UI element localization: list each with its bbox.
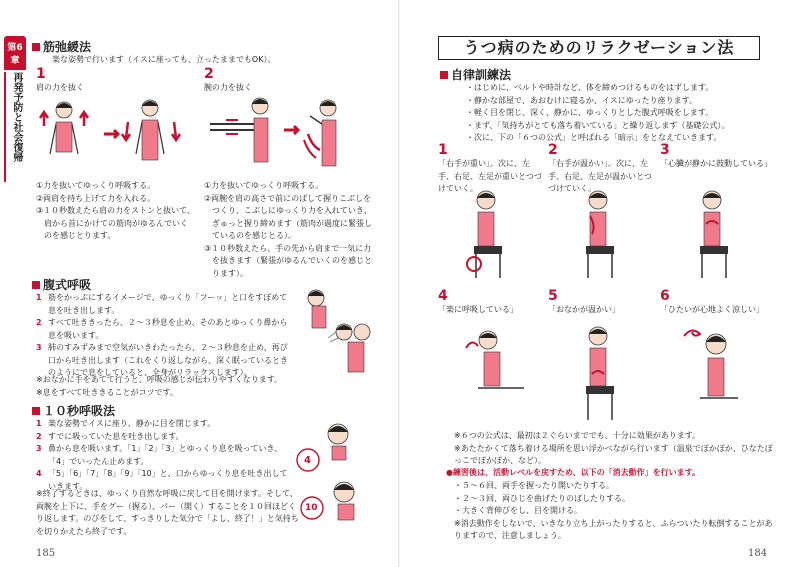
- formula-number: 2: [548, 142, 558, 158]
- text-line: ②両肩を持ち上げて力を入れる。: [36, 193, 156, 203]
- text-line: を抜きます（緊張がゆるんでいくのを感じと: [204, 256, 372, 265]
- abdominal-list: [36, 292, 294, 380]
- text-line: 肩から首にかけての筋肉がゆるんでいく: [36, 218, 188, 228]
- list-item: 3 鼻から息を吸います。「1」「2」「3」とゆっくり息を吸っていき、「4」でいったん止めます。: [36, 444, 283, 466]
- note-line: ※６つの公式は、最初は２ぐらいまででも、十分に効果があります。: [454, 431, 701, 440]
- person-figure: [336, 324, 370, 372]
- formula-text: 「心臓が静かに鼓動している」: [660, 159, 772, 168]
- abdominal-heading: [32, 276, 91, 293]
- bullet-line: ・軽く目を閉じ、深く、静かに、ゆっくりとした腹式呼吸をします。: [466, 108, 714, 117]
- bullet-line: ・はじめに、ベルトや時計など、体を締めつけるものをはずします。: [466, 83, 714, 92]
- bullet-line: ・静かな部屋で、あおむけに寝るか、イスにゆったり座ります。: [466, 95, 698, 105]
- list-item: 3 肺のすみずみまで空気がいきわたったら、２～３秒息を止め、再び口から吐き出します（これをくり返しながら、深く眠っているときのようにで息をしていると、全身がリラックスします）。: [36, 343, 288, 377]
- step2-text: [204, 180, 388, 280]
- formula-number: 5: [548, 288, 558, 304]
- seated-figure: [586, 327, 614, 420]
- abdominal-heading-text: 腹式呼吸: [43, 278, 92, 292]
- autogenic-heading: [440, 66, 511, 83]
- list-item: 4 「5」「6」「7」「8」「9」「10」と、口からゆっくり息を吐き出していきます。: [36, 469, 288, 491]
- seated-figure: [700, 191, 728, 278]
- square-icon: [32, 407, 40, 415]
- text-line: ③１０秒数えたら肩の力をストンと抜いて、: [36, 206, 196, 215]
- chapter-label: 第6章: [4, 36, 26, 70]
- square-icon: [32, 281, 40, 289]
- square-icon: [32, 43, 40, 51]
- closing-heading: ●練習後は、活動レベルを戻すため、以下の「消去動作」を行います。: [446, 468, 701, 477]
- list-item: 2 すべて吐ききったら、２～３秒息を止め、そのあとゆっくり鼻から息を吸います。: [36, 318, 288, 340]
- person-figure: [136, 100, 164, 160]
- muscle-heading: [32, 38, 91, 55]
- page-title: うつ病のためのリラクゼーション法: [438, 36, 760, 60]
- person-figure: [334, 482, 354, 520]
- text-line: ①力を抜いてゆっくり呼吸する。: [204, 181, 324, 190]
- formula-number: 1: [438, 142, 448, 158]
- bubble-count-4: 4: [304, 455, 311, 466]
- step-line: ・２～３回、両ひじを曲げたりのばしたりする。: [454, 493, 630, 503]
- person-figure: [308, 290, 326, 328]
- ten-sec-note: ※終了するときは、ゆっくり自然な呼吸に戻して目を開けます。そして、両腕を上下に、手をグー（握る）、パー（開く）することを１０回ほどくり返します。のびをして、すっきりした気分で「よし、終了！」と気持ちを切りかえたら終了です。: [36, 489, 299, 536]
- formula-number: 4: [438, 288, 448, 304]
- bullet-line: ・次に、下の「６つの公式」と呼ばれる「暗示」をとなえていきます。: [466, 133, 722, 142]
- formula-number: 6: [660, 288, 670, 304]
- formula-text: 「おなかが温かい」: [548, 305, 620, 314]
- abdominal-notes: [36, 374, 300, 399]
- note-line: ※おなかに手をあてて行うと、呼吸の感じが伝わりやすくなります。: [36, 375, 283, 384]
- shoulder-illustration: [38, 92, 198, 178]
- formula-text: 「ひたいが心地よく涼しい」: [660, 305, 764, 314]
- step-line: ・大きく背伸びをし、目を開ける。: [454, 506, 582, 515]
- step-title: 肩の力を抜く: [36, 83, 84, 92]
- text-line: ②両腕を肩の高さで前にのばして握りこぶしを: [204, 193, 372, 203]
- formula-illustrations-row1: [448, 186, 778, 282]
- text-line: ているのを感じとる）。: [204, 231, 296, 240]
- list-item: 1 筋をかっぷにするイメージで、ゆっくり「フーッ」と口をすぼめて息を吐き出します。: [36, 293, 288, 315]
- formula-text: 「楽に呼吸している」: [438, 305, 518, 314]
- ten-sec-heading: [32, 402, 115, 419]
- chapter-tab: [4, 36, 26, 182]
- ten-sec-heading-text: １０秒呼吸法: [43, 404, 116, 418]
- formula-text: 「右手が温かい」。次に、左手、右足、左足が温かいとつづけていく。: [548, 159, 652, 193]
- autogenic-heading-text: 自律訓練法: [451, 68, 512, 82]
- formula-illustrations-row2: [448, 318, 778, 424]
- ten-sec-list: [36, 418, 288, 493]
- text-line: ③１０秒数えたら、手の先から肩まで一気に力: [204, 243, 372, 253]
- autogenic-notes: [454, 430, 774, 468]
- text-line: つくり、こぶしにゆっくり力を入れていき、: [204, 206, 372, 215]
- seated-figure: [586, 191, 614, 278]
- note-line: ※あたたかくて落ち着ける場所を思い浮かべながら行います（温泉でぽかぽか、ひなたぼっこでぽかぽか、など）。: [454, 443, 773, 465]
- step-number: 2: [204, 66, 214, 82]
- bubble-count-10: 10: [305, 503, 318, 513]
- text-line: のを感じとります。: [36, 231, 116, 240]
- formula-number: 3: [660, 142, 670, 158]
- seated-figure: [684, 330, 738, 398]
- person-figure: [328, 424, 348, 460]
- muscle-heading-text: 筋弛緩法: [43, 40, 92, 54]
- list-item: 2 すでに吸っていた息を吐き出します。: [36, 431, 184, 441]
- chapter-title: 再発予防と社会復帰: [4, 72, 24, 182]
- step-number: 1: [36, 66, 46, 82]
- muscle-intro: 楽な姿勢で行います（イスに座っても、立ったままでもOK）。: [52, 55, 276, 64]
- closing-steps: [454, 480, 776, 543]
- arm-illustration: [204, 90, 359, 178]
- page-number: 185: [36, 548, 56, 559]
- text-line: ります）。: [204, 268, 248, 278]
- reclining-figure: [466, 331, 524, 388]
- page-number: 184: [748, 548, 768, 559]
- seated-figure: [467, 191, 502, 278]
- step-line: ・５～６回、両手を握ったり開いたりする。: [454, 481, 614, 490]
- breathing-illustration: [296, 282, 378, 382]
- autogenic-bullets: [466, 82, 766, 145]
- step1-text: [36, 180, 200, 243]
- text-line: ぎゅっと握り締めます（筋肉が過度に緊張し: [204, 218, 372, 228]
- text-line: ①力を抜いてゆっくり呼吸する。: [36, 181, 156, 190]
- person-figure: [50, 102, 78, 154]
- person-figure: [210, 98, 268, 162]
- bullet-line: ・まず、「気持ちがとても落ち着いている」と繰り返します（基礎公式）。: [466, 120, 730, 130]
- step-line: ※消去動作をしないで、いきなり立ち上がったりすると、ふらついたり転倒することがありますので、注意しましょう。: [454, 518, 773, 540]
- square-icon: [440, 71, 448, 79]
- list-item: 1 楽な姿勢でイスに座り、静かに目を閉じます。: [36, 419, 216, 428]
- step-title: 腕の力を抜く: [204, 83, 252, 92]
- note-line: ※息をすべて吐ききることがコツです。: [36, 387, 178, 397]
- formula-text: 「右手が重い」。次に、左手、右足、左足が重いとつづけていく。: [438, 159, 542, 193]
